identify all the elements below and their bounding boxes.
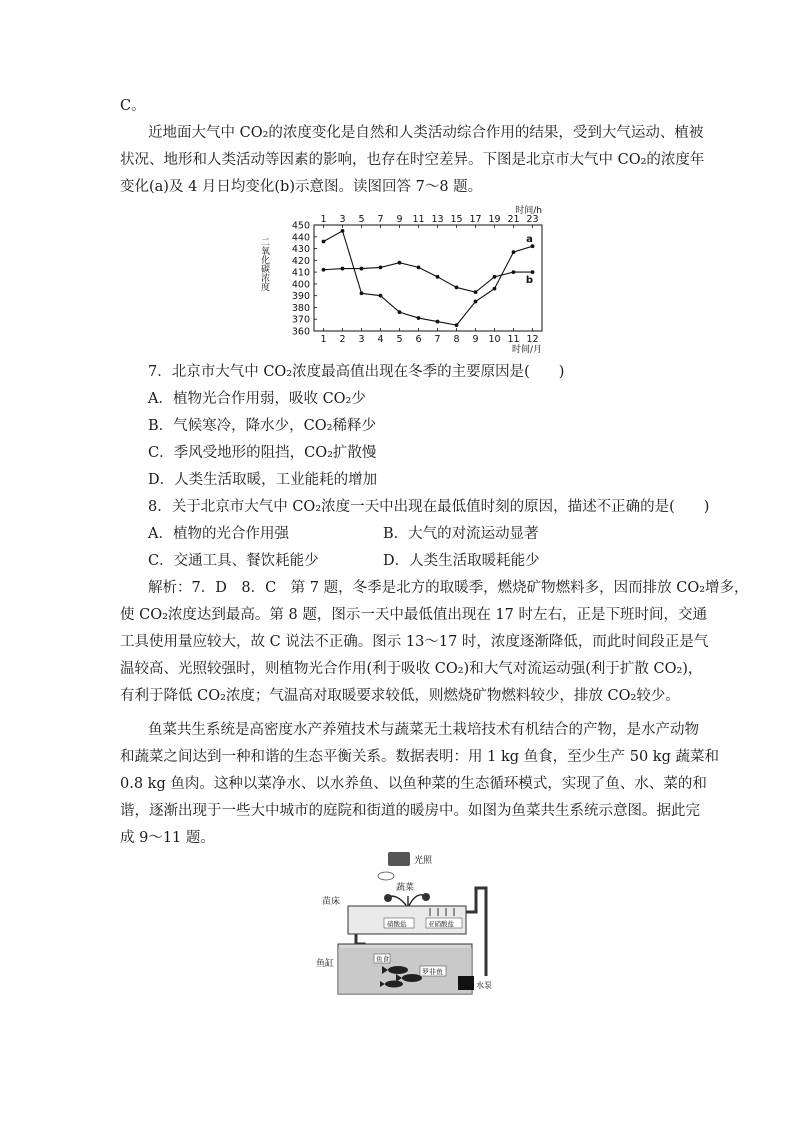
y-tick-label: 440 bbox=[291, 232, 310, 244]
x-top-tick-label: 9 bbox=[396, 214, 403, 225]
data-point-b bbox=[341, 267, 345, 271]
y-tick-label: 450 bbox=[291, 220, 310, 232]
leaf-icon bbox=[422, 893, 430, 901]
label-pump: 水泵 bbox=[476, 981, 492, 990]
data-point-b bbox=[360, 267, 364, 271]
data-point-a bbox=[512, 250, 516, 254]
data-point-a bbox=[493, 287, 497, 291]
label-tank: 鱼缸 bbox=[316, 959, 335, 969]
data-point-a bbox=[322, 240, 326, 244]
data-point-b bbox=[398, 261, 402, 265]
label-light: 光照 bbox=[414, 856, 433, 866]
option-8b: B．大气的对流运动显著 bbox=[383, 526, 539, 542]
paragraph-line: 0.8 kg 鱼肉。这种以菜净水、以水养鱼、以鱼种菜的生态循环模式，实现了鱼、水、菜的和 bbox=[120, 776, 707, 792]
option-7a: A．植物光合作用弱，吸收 CO₂少 bbox=[148, 391, 366, 407]
x-top-tick-label: 21 bbox=[507, 214, 520, 225]
y-tick-label: 410 bbox=[291, 267, 310, 279]
x-top-tick-label: 3 bbox=[339, 214, 346, 225]
option-7c: C．季风受地形的阻挡，CO₂扩散慢 bbox=[148, 445, 377, 461]
y-axis-label: 二氧化碳浓度 bbox=[259, 237, 269, 291]
series-label-b: b bbox=[525, 275, 534, 287]
x-bottom-tick-label: 1 bbox=[320, 334, 327, 345]
label-vegetable: 蔬菜 bbox=[396, 883, 415, 893]
data-point-b bbox=[493, 275, 497, 279]
label-nitrate: 硝酸盐 bbox=[387, 920, 407, 928]
answer-line: 有利于降低 CO₂浓度；气温高对取暖要求较低，则燃烧矿物燃料较少，排放 CO₂较少。 bbox=[120, 688, 680, 704]
option-8c: C．交通工具、餐饮耗能少 bbox=[148, 553, 319, 569]
x-bottom-tick-label: 12 bbox=[526, 334, 539, 345]
x-bottom-axis-label: 时间/月 bbox=[511, 345, 542, 353]
data-point-a bbox=[417, 316, 421, 320]
data-point-a bbox=[436, 320, 440, 324]
answer-line: 工具使用量应较大，故 C 说法不正确。图示 13～17 时，浓度逐渐降低，而此时间段正是气 bbox=[120, 634, 709, 650]
paragraph-line: 和蔬菜之间达到一种和谐的生态平衡关系。数据表明：用 1 kg 鱼食，至少生产 50 kg 蔬菜和 bbox=[120, 749, 719, 765]
leaf-icon bbox=[384, 894, 392, 902]
answer-line: 解析：7．D 8．C 第 7 题，冬季是北方的取暖季，燃烧矿物燃料多，因而排放 CO₂增多， bbox=[148, 580, 749, 596]
y-tick-label: 430 bbox=[291, 244, 310, 256]
x-top-tick-label: 15 bbox=[450, 214, 463, 225]
paragraph-line: 鱼菜共生系统是高密度水产养殖技术与蔬菜无土栽培技术有机结合的产物，是水产动物 bbox=[148, 722, 699, 738]
data-point-a bbox=[379, 294, 383, 298]
text-line: 状况、地形和人类活动等因素的影响，也存在时空差异。下图是北京市大气中 CO₂的浓度年 bbox=[120, 152, 705, 168]
y-tick-label: 390 bbox=[291, 291, 310, 303]
x-bottom-tick-label: 7 bbox=[434, 334, 441, 345]
x-bottom-tick-label: 5 bbox=[396, 334, 403, 345]
x-bottom-tick-label: 2 bbox=[339, 334, 346, 345]
data-point-b bbox=[379, 266, 383, 270]
lamp-icon bbox=[388, 852, 410, 866]
x-bottom-tick-label: 10 bbox=[488, 334, 501, 345]
pump-icon bbox=[458, 976, 474, 990]
x-bottom-tick-label: 8 bbox=[453, 334, 460, 345]
label-seedbed: 苗床 bbox=[322, 897, 341, 907]
data-point-b bbox=[474, 290, 478, 294]
x-bottom-tick-label: 11 bbox=[507, 334, 520, 345]
option-8a: A．植物的光合作用强 bbox=[148, 526, 289, 542]
question-8: 8．关于北京市大气中 CO₂浓度一天中出现在最低值时刻的原因，描述不正确的是( ) bbox=[148, 499, 710, 515]
data-point-a bbox=[474, 300, 478, 304]
co2-line-chart bbox=[258, 203, 550, 353]
x-top-axis-label: 时间/h bbox=[515, 206, 542, 216]
y-tick-label: 400 bbox=[291, 279, 310, 291]
option-8d: D．人类生活取暖耗能少 bbox=[383, 553, 540, 569]
data-point-a bbox=[360, 291, 364, 295]
data-point-a bbox=[455, 323, 459, 327]
data-point-b bbox=[436, 275, 440, 279]
x-bottom-tick-label: 4 bbox=[377, 334, 384, 345]
data-point-b bbox=[531, 270, 535, 274]
y-tick-label: 360 bbox=[291, 326, 310, 338]
data-point-b bbox=[455, 286, 459, 290]
y-tick-label: 420 bbox=[291, 255, 310, 267]
x-top-tick-label: 23 bbox=[526, 214, 539, 225]
series-line-a bbox=[324, 231, 533, 325]
x-top-tick-label: 5 bbox=[358, 214, 365, 225]
x-top-tick-label: 1 bbox=[320, 214, 327, 225]
x-top-tick-label: 13 bbox=[431, 214, 444, 225]
data-point-b bbox=[417, 266, 421, 270]
x-bottom-tick-label: 3 bbox=[358, 334, 365, 345]
x-top-tick-label: 7 bbox=[377, 214, 384, 225]
y-tick-label: 380 bbox=[291, 302, 310, 314]
label-fish: 罗非鱼 bbox=[422, 968, 443, 976]
series-line-b bbox=[324, 263, 533, 292]
data-point-a bbox=[398, 310, 402, 314]
data-point-a bbox=[341, 229, 345, 233]
x-bottom-tick-label: 9 bbox=[472, 334, 479, 345]
paragraph-line: 谐，逐渐出现于一些大中城市的庭院和街道的暖房中。如图为鱼菜共生系统示意图。据此完 bbox=[120, 803, 700, 819]
series-label-a: a bbox=[526, 234, 533, 246]
answer-line: 温较高、光照较强时，则植物光合作用(利于吸收 CO₂)和大气对流运动强(利于扩散 CO₂)， bbox=[120, 661, 703, 677]
x-top-tick-label: 19 bbox=[488, 214, 501, 225]
option-7d: D．人类生活取暖，工业能耗的增加 bbox=[148, 472, 378, 488]
paragraph-line: 成 9～11 题。 bbox=[120, 830, 215, 846]
label-nitrite: 亚硝酸盐 bbox=[428, 920, 454, 928]
text-line: 近地面大气中 CO₂的浓度变化是自然和人类活动综合作用的结果，受到大气运动、植被 bbox=[148, 125, 704, 141]
bulb-icon bbox=[378, 872, 394, 880]
x-top-tick-label: 17 bbox=[469, 214, 482, 225]
text-line: 变化(a)及 4 月日均变化(b)示意图。读图回答 7～8 题。 bbox=[120, 179, 483, 195]
data-point-b bbox=[512, 270, 516, 274]
plot-frame bbox=[314, 225, 542, 331]
data-point-b bbox=[322, 268, 326, 272]
y-tick-label: 370 bbox=[291, 314, 310, 326]
option-7b: B．气候寒冷，降水少，CO₂稀释少 bbox=[148, 418, 376, 434]
label-fish-food: 鱼食 bbox=[376, 955, 389, 963]
question-7: 7．北京市大气中 CO₂浓度最高值出现在冬季的主要原因是( ) bbox=[148, 364, 565, 380]
x-bottom-tick-label: 6 bbox=[415, 334, 422, 345]
aquaponics-diagram bbox=[308, 848, 498, 1003]
answer-line: 使 CO₂浓度达到最高。第 8 题，图示一天中最低值出现在 17 时左右，正是下班时间，交通 bbox=[120, 607, 708, 623]
x-top-tick-label: 11 bbox=[412, 214, 425, 225]
text-line: C。 bbox=[120, 98, 146, 114]
